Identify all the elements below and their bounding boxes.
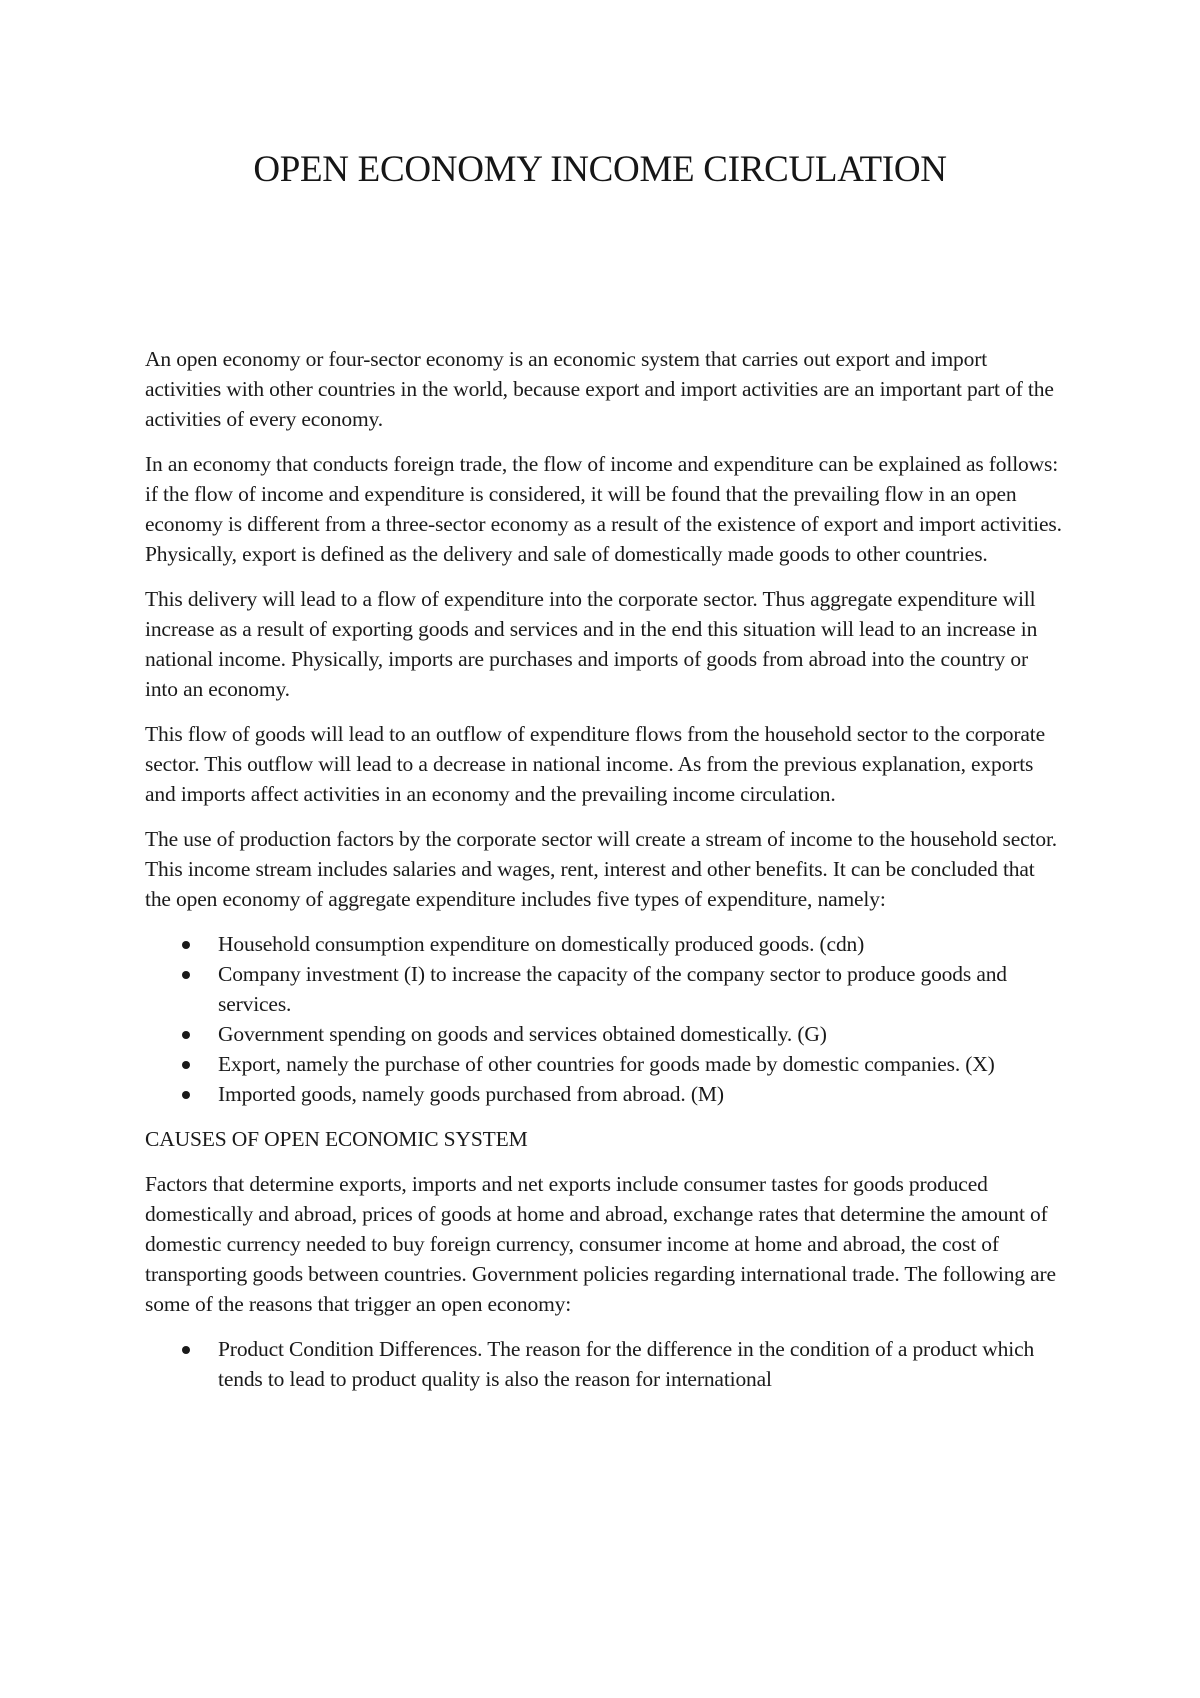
list-item-text: Product Condition Differences. The reason for the difference in the condition of a product which tends to lead to product quality is also the reason for international [218, 1337, 1035, 1391]
list-item-text: Government spending on goods and services obtained domestically. (G) [218, 1022, 827, 1046]
list-item [145, 1079, 1065, 1109]
bullet-icon [182, 971, 190, 979]
list-item [145, 959, 1065, 1019]
list-item [145, 1019, 1065, 1049]
list-item-text: Imported goods, namely goods purchased from abroad. (M) [218, 1082, 724, 1106]
document-body [145, 344, 1065, 1409]
paragraph-income-expenditure-flow: In an economy that conducts foreign trade, the flow of income and expenditure can be explained as follows: if the flow of income and expenditure is considered, it will be found that the prevailing flow in an open economy is different from a three-sector economy as a result of the existence of export and import activities. Physically, export is defined as the delivery and sale of domestically made goods to other countries. [145, 452, 1062, 566]
list-item-text: Export, namely the purchase of other countries for goods made by domestic companies. (X) [218, 1052, 995, 1076]
paragraph-open-economy-definition: An open economy or four-sector economy is an economic system that carries out export and import activities with other countries in the world, because export and import activities are an important part of the activities of every economy. [145, 347, 1054, 431]
list-item [145, 929, 1065, 959]
paragraph-causes-intro: Factors that determine exports, imports and net exports include consumer tastes for goods produced domestically and abroad, prices of goods at home and abroad, exchange rates that determine the amount of domestic currency needed to buy foreign currency, consumer income at home and abroad, the cost of transporting goods between countries. Government policies regarding international trade. The following are some of the reasons that trigger an open economy: [145, 1172, 1056, 1316]
list-item-text: Company investment (I) to increase the capacity of the company sector to produce goods and services. [218, 962, 1007, 1016]
list-item [145, 1334, 1065, 1394]
bullet-icon [182, 1091, 190, 1099]
document-title: OPEN ECONOMY INCOME CIRCULATION [253, 149, 947, 190]
bullet-icon [182, 1061, 190, 1069]
causes-list [145, 1334, 1065, 1394]
bullet-icon [182, 941, 190, 949]
list-item [145, 1049, 1065, 1079]
section-heading: CAUSES OF OPEN ECONOMIC SYSTEM [145, 1127, 528, 1151]
paragraph-import-outflow: This flow of goods will lead to an outflow of expenditure flows from the household sector to the corporate sector. This outflow will lead to a decrease in national income. As from the previous explanation, exports and imports affect activities in an economy and the prevailing income circulation. [145, 722, 1046, 806]
bullet-icon [182, 1031, 190, 1039]
paragraph-production-factors: The use of production factors by the corporate sector will create a stream of income to the household sector. This income stream includes salaries and wages, rent, interest and other benefits. It can be concluded that the open economy of aggregate expenditure includes five types of expenditure, namely: [145, 827, 1058, 911]
list-item-text: Household consumption expenditure on domestically produced goods. (cdn) [218, 932, 865, 956]
paragraph-export-flow: This delivery will lead to a flow of expenditure into the corporate sector. Thus aggregate expenditure will increase as a result of exporting goods and services and in the end this situation will lead to an increase in national income. Physically, imports are purchases and imports of goods from abroad into the country or into an economy. [145, 587, 1038, 701]
bullet-icon [182, 1346, 190, 1354]
expenditure-types-list [145, 929, 1065, 1109]
